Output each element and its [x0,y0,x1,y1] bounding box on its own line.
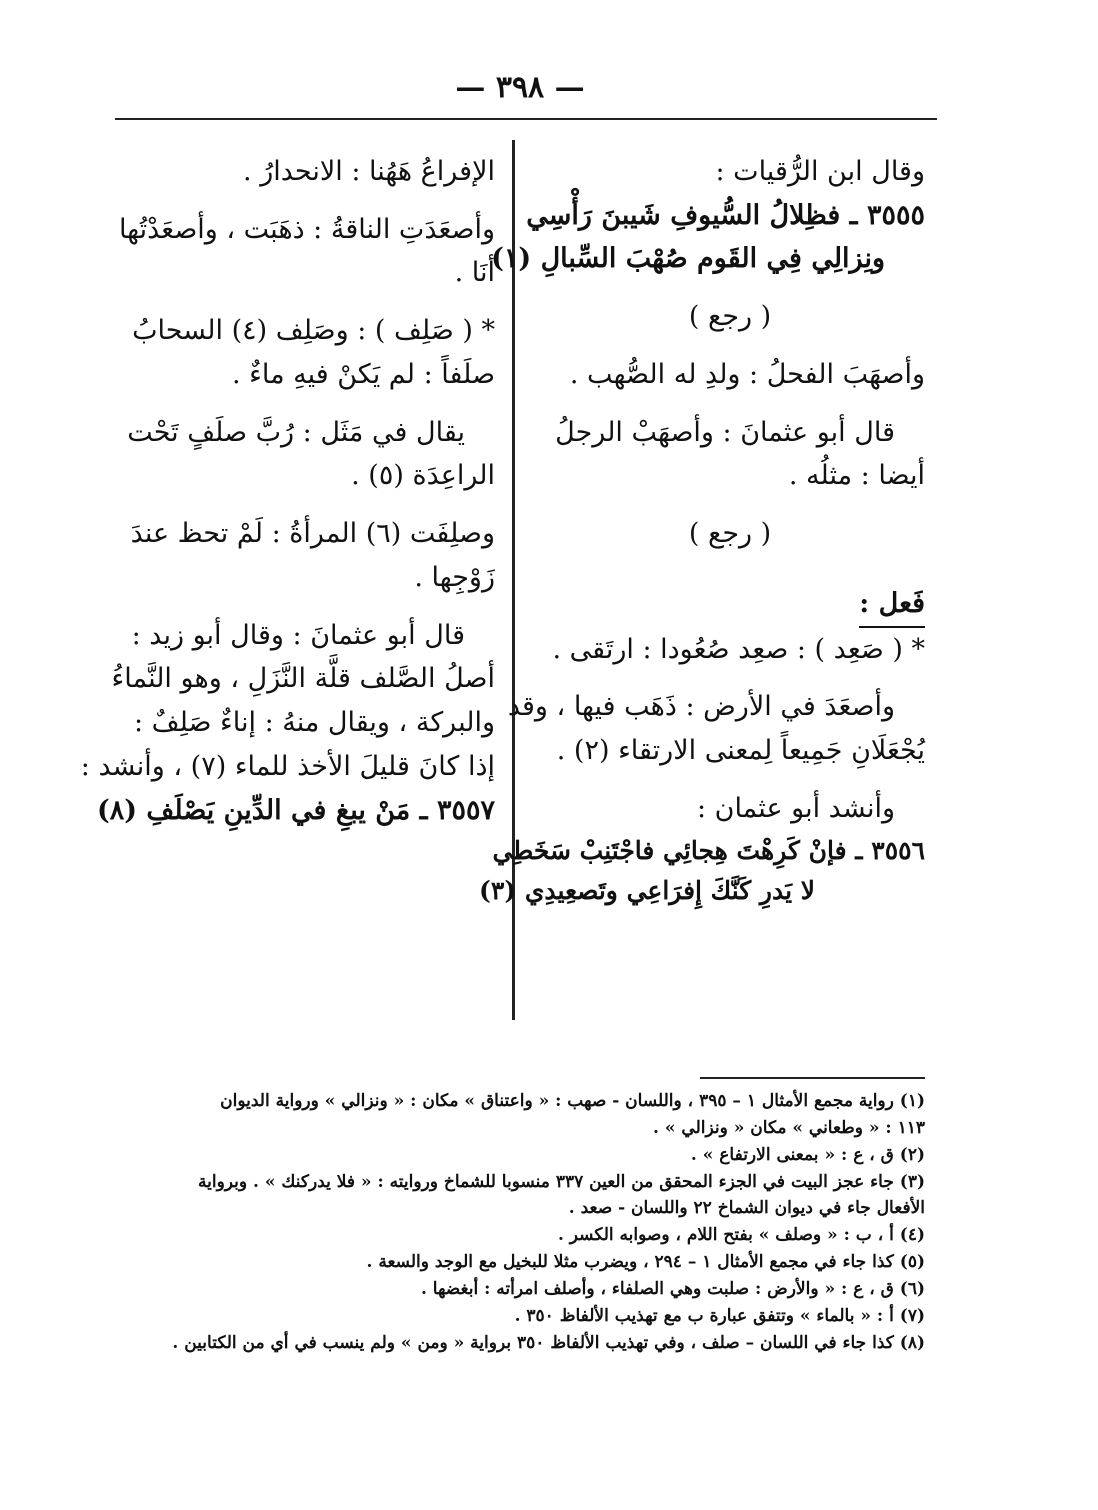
right-column [479,150,925,912]
text-line: أصلُ الصَّلف قلَّة النَّزَلِ ، وهو النَّماءُ [111,663,495,695]
text-line: الراعِدَة (٥) . [351,460,495,492]
section-marker: ( رجع ) [688,518,772,550]
text-line: وقال ابن الرُّقيات : [715,156,925,187]
footnotes [105,1088,925,1357]
text-line: قال أبو عثمانَ : وأصهَبْ الرجلُ [555,416,895,448]
verse-line: ٣٥٥٥ ـ فظِلالُ السُّيوفِ شَيبنَ رَأْسِي [526,199,925,231]
footnote-continuation: الأفعال جاء في ديوان الشماخ ٢٢ واللسان - صعد . [568,1198,925,1219]
verse-line: ونِزالِي فِي القَوم صُهْبَ السِّبالِ (١) [491,243,885,275]
text-line: صلَفاً : لم يَكنْ فيهِ ماءٌ . [231,358,495,390]
text-line: وأصهَبَ الفحلُ : ولدِ له الصُّهب . [569,358,925,390]
text-line: إذا كانَ قليلَ الأخذ للماء (٧) ، وأنشد : [80,750,495,782]
verse-line: لا يَدرِ كَنَّكَ إِفرَاعِي وتَصعِيدِي (٣) [479,876,815,906]
text-line: يقال في مَثَل : رُبَّ صلَفٍ تَحْت [127,416,465,448]
entry-line: * ( صَعِد ) : صعِد صُعُودا : ارتَقى . [552,633,925,665]
verse-line: ٣٥٥٦ ـ فإنْ كَرِهْتَ هِجائِي فاجْتَنِبْ سَخَطِي [492,835,925,865]
text-line: قال أبو عثمانَ : وقال أبو زيد : [131,619,465,651]
footnote-continuation: ١١٣ : « وطعاني » مكان « ونزالي » . [653,1117,925,1138]
text-line: زَوْجِها . [414,561,495,593]
footnote: (٦) ق ، ع : « والأرض : صلبت وهي الصلفاء ، وأصلف امرأته : أبغضها . [420,1279,925,1300]
entry-line: * ( صَلِف ) : وصَلِف (٤) السحابُ [132,315,495,347]
text-line: أنَا . [454,257,495,289]
text-line: وأصعَدَ في الأرض : ذَهَب فيها ، وقد [507,691,895,723]
header-rule [115,118,937,120]
text-line: وصلِفَت (٦) المرأةُ : لَمْ تحظ عندَ [130,518,495,550]
section-heading: فَعل : [859,582,925,628]
verse-line: ٣٥٥٧ ـ مَنْ يبغِ في الدِّينِ يَصْلَفِ (٨) [96,794,495,826]
footnote: (٧) أ : « بالماء » وتتفق عبارة ب مع تهذيب الألفاظ ٣٥٠ . [514,1305,925,1326]
section-marker: ( رجع ) [688,301,772,333]
footnote: (٨) كذا جاء في اللسان – صلف ، وفي تهذيب الألفاظ ٣٥٠ برواية « ومن » ولم ينسب في أي من الكتابين . [172,1332,925,1353]
footnote: (٤) أ ، ب : « وصلف » بفتح اللام ، وصوابه الكسر . [557,1225,925,1246]
text-line: أيضا : مثلُه . [788,460,925,492]
text-line: الإفراعُ هَهُنا : الانحدارُ . [243,156,495,187]
text-line: والبركة ، ويقال منهُ : إناءٌ صَلِفٌ : [133,707,495,739]
footnote: (٣) جاء عجز البيت في الجزء المحقق من العين ٣٣٧ منسوبا للشماخ وروايته : « فلا يدركنك » . وبرواية [198,1171,925,1192]
footnote: (٢) ق ، ع : « بمعنى الارتفاع » . [690,1144,925,1165]
footnote: (١) رواية مجمع الأمثال ١ – ٣٩٥ ، واللسان - صهب : « واعتناق » مكان : « ونزالي » ورواية الديوان [220,1091,925,1111]
text-line: يُجْعَلَانِ جَمِيعاً لِمعنى الارتقاء (٢) . [556,735,925,767]
text-line: وأصعَدَتِ الناقةُ : ذهَبَت ، وأصعَدْتُها [118,213,495,245]
page-number: — ٣٩٨ — [455,70,585,105]
left-column [80,150,495,832]
footnote: (٥) كذا جاء في مجمع الأمثال ١ – ٢٩٤ ، ويضرب مثلا للبخيل مع الوجد والسعة . [366,1252,925,1273]
footnote-rule [700,1077,925,1079]
text-line: وأنشد أبو عثمان : [696,792,895,824]
